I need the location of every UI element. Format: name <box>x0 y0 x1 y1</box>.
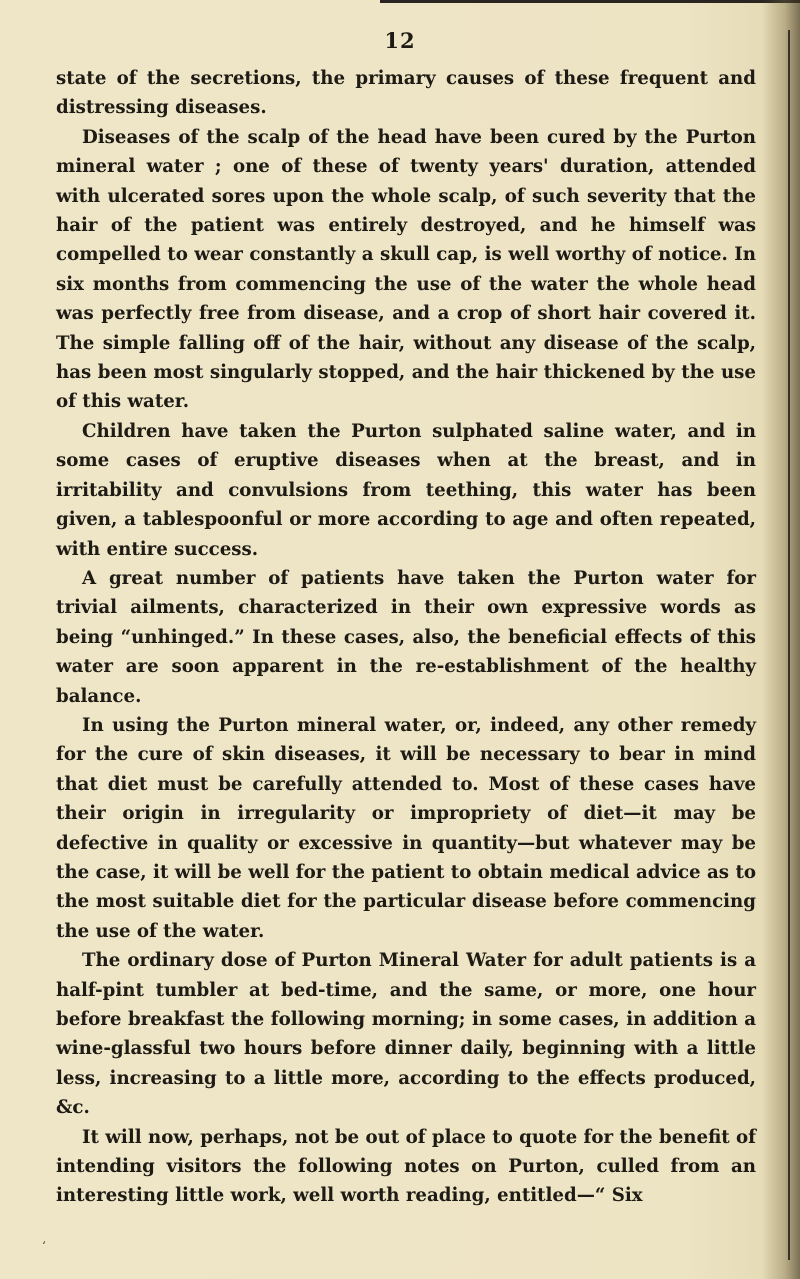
margin-mark: ‘ <box>42 1239 46 1253</box>
paragraph-dose: The ordinary dose of Purton Mineral Water for adult patients is a half-pint tumbler at bed-time, and the same, or more, one hour before breakfast the following morning; in some cases, in addition a wine-glassful two hours before dinner daily, beginning with a little less, increasing to a little more, according to the effects produced, &c. <box>56 950 756 1119</box>
paragraph-continuation: state of the secretions, the primary causes of these frequent and distressing diseases. <box>56 68 756 119</box>
top-edge-rule <box>380 0 800 3</box>
paragraph-trivial-ailments: A great number of patients have taken the Purton water for trivial ailments, characterized in their own expressive words as being “unhinged.” In these cases, also, the beneficial effects of this water are soon apparent in the re-establishment of the healthy balance. <box>56 567 756 707</box>
body-text <box>56 64 756 1211</box>
page-edge-shadow <box>762 0 800 1279</box>
paragraph-notes-on-purton: It will now, perhaps, not be out of place to quote for the benefit of intending visitors the following notes on Purton, culled from an interesting little work, well worth reading, entitled—“ Six <box>56 1126 756 1207</box>
page-number: 12 <box>384 28 416 53</box>
paragraph-scalp-diseases: Diseases of the scalp of the head have been cured by the Purton mineral water ; one of these of twenty years' duration, attended with ulcerated sores upon the whole scalp, of such severity that the hair of the patient was entirely destroyed, and he himself was compelled to wear constantly a skull cap, is well worthy of notice. In six months from commencing the use of the water the whole head was perfectly free from disease, and a crop of short hair covered it. The simple falling off of the hair, without any disease of the scalp, has been most singularly stopped, and the hair thickened by the use of this water. <box>56 126 756 413</box>
paragraph-children: Children have taken the Purton sulphated saline water, and in some cases of eruptive diseases when at the breast, and in irritability and convulsions from teething, this water has been given, a tablespoonful or more according to age and often repeated, with entire success. <box>56 420 756 560</box>
page-edge-line <box>788 30 790 1260</box>
paragraph-diet: In using the Purton mineral water, or, indeed, any other remedy for the cure of skin diseases, it will be necessary to bear in mind that diet must be carefully attended to. Most of these cases have their origin in irregularity or impropriety of diet—it may be defective in quality or excessive in quantity—but whatever may be the case, it will be well for the patient to obtain medical advice as to the most suitable diet for the particular disease before commencing the use of the water. <box>56 714 756 942</box>
